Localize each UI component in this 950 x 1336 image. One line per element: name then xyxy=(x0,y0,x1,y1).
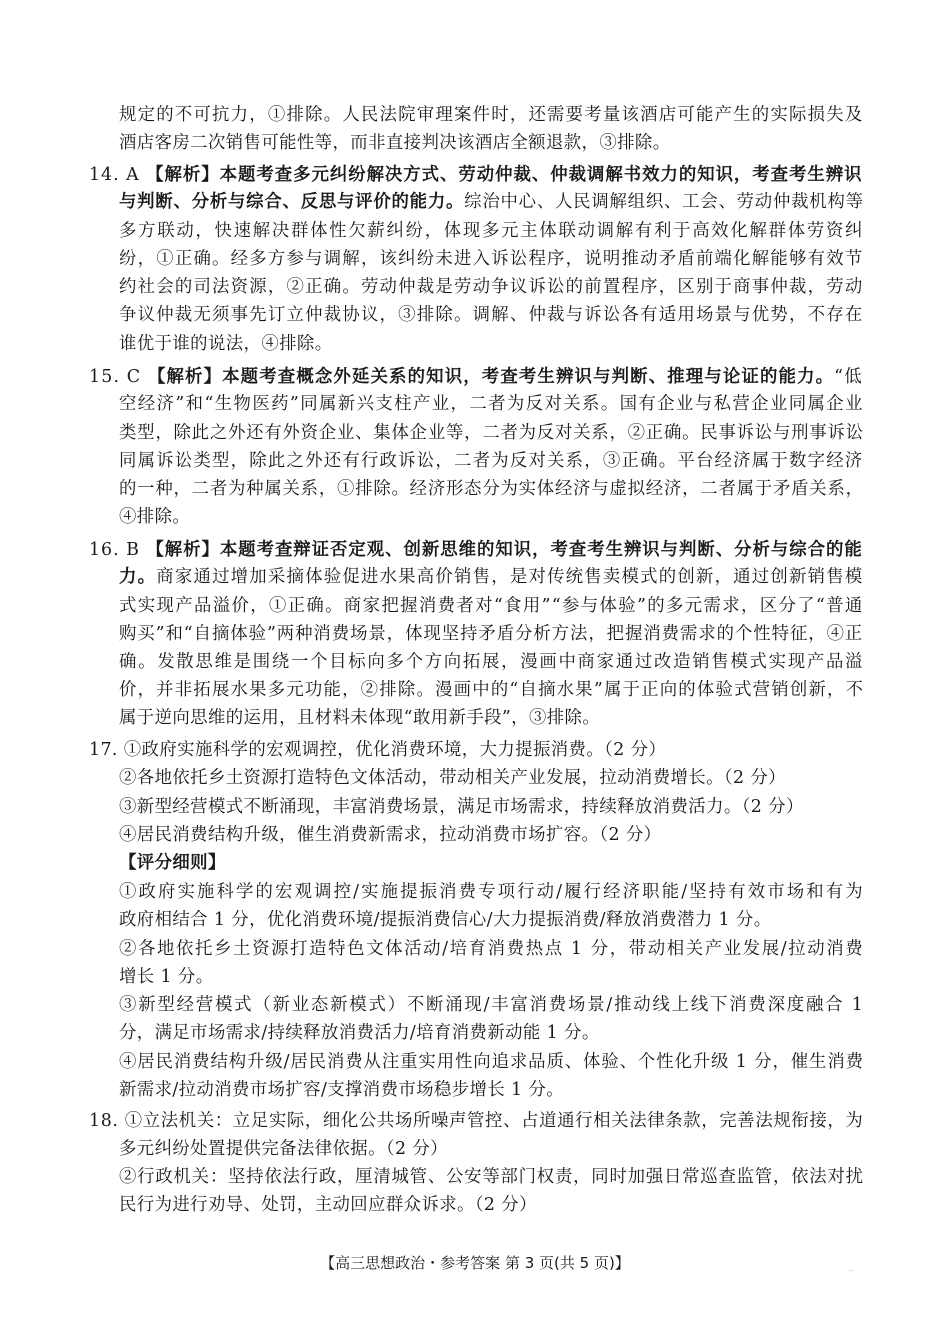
line-text: 酒店客房二次销售可能性等，而非直接判决该酒店全额退款，③排除。 xyxy=(119,133,671,153)
line-text: 多元纠纷处置提供完备法律依据。（2 分） xyxy=(119,1139,448,1159)
line-text: 同属诉讼类型，除此之外还有行政诉讼，二者为反对关系，③正确。平台经济属于数字经济 xyxy=(119,451,864,471)
text-line xyxy=(119,1049,864,1075)
page-footer: 【高三思想政治・参考答案 第 3 页(共 5 页)】 xyxy=(320,1254,630,1272)
line-text: 14. A xyxy=(89,165,147,185)
text-line xyxy=(89,1108,863,1134)
line-text: 类型，除此之外还有外资企业、集体企业等，二者为反对关系，②正确。民事诉讼与刑事诉讼 xyxy=(119,423,864,443)
line-text: 规定的不可抗力，①排除。人民法院审理案件时，还需要考量该酒店可能产生的实际损失及 xyxy=(119,105,864,125)
text-line xyxy=(119,705,600,731)
line-text: “低 xyxy=(834,367,863,387)
line-text: 式实现产品溢价，①正确。商家把握消费者对“食用”“参与体验”的多元需求，区分了“普通 xyxy=(119,596,864,616)
line-text: 民行为进行劝导、处罚，主动回应群众诉求。（2 分） xyxy=(119,1195,537,1215)
text-line xyxy=(119,331,333,357)
line-text: 增长 1 分。 xyxy=(119,967,214,987)
text-line xyxy=(119,302,863,328)
text-line xyxy=(119,879,865,905)
line-text: ②行政机关：坚持依法行政，厘清城管、公安等部门权责，同时加强日常巡查监管，依法对扰 xyxy=(119,1167,864,1187)
line-text: 分，满足市场需求/持续释放消费活力/培育消费新动能 1 分。 xyxy=(119,1023,600,1043)
text-line xyxy=(89,162,863,188)
line-text: ③新型经营模式（新业态新模式）不断涌现/丰富消费场景/推动线上线下消费深度融合 1 xyxy=(119,995,865,1015)
line-text: 的一种，二者为种属关系，①排除。经济形态分为实体经济与虚拟经济，二者属于矛盾关系， xyxy=(119,479,864,499)
text-line xyxy=(119,218,864,244)
text-line xyxy=(89,737,666,763)
text-line xyxy=(119,420,864,446)
line-text: 17. ①政府实施科学的宏观调控，优化消费环境，大力提振消费。（2 分） xyxy=(89,740,667,760)
line-text: 纷，①正确。经多方参与调解，该纠纷未进入诉讼程序，说明推动矛盾前端化解能够有效节 xyxy=(119,249,864,269)
text-line xyxy=(119,677,864,703)
line-text: 空经济”和“生物医药”同属新兴支柱产业，二者为反对关系。国有企业与私营企业同属企业 xyxy=(119,394,864,414)
text-line xyxy=(119,649,864,675)
text-line xyxy=(119,850,226,876)
line-text: ④排除。 xyxy=(119,507,191,527)
bold-text: 【评分细则】 xyxy=(119,853,226,873)
line-text: ②各地依托乡土资源打造特色文体活动，带动相关产业发展，拉动消费增长。（2 分） xyxy=(119,768,786,788)
text-line xyxy=(119,246,863,272)
text-line xyxy=(119,964,213,990)
line-text: 综治中心、人民调解组织、工会、劳动仲裁机构等 xyxy=(464,192,864,212)
bold-text: 【解析】本题考查辩证否定观、创新思维的知识，考查考生辨识与判断、分析与综合的能 xyxy=(146,540,863,560)
text-line xyxy=(119,130,671,156)
line-text: ③新型经营模式不断涌现，丰富消费场景，满足市场需求，持续释放消费活力。（2 分） xyxy=(119,797,804,817)
text-line xyxy=(119,102,863,128)
text-line xyxy=(119,992,865,1018)
text-line xyxy=(119,1020,600,1046)
text-line xyxy=(119,504,190,530)
text-line xyxy=(119,621,863,647)
text-line xyxy=(119,794,804,820)
line-text: ④居民消费结构升级/居民消费从注重实用性向追求品质、体验、个性化升级 1 分，催生消费 xyxy=(119,1052,864,1072)
line-text: 购买”和“自摘体验”两种消费场景，体现坚持矛盾分析方法，把握消费需求的个性特征，④正 xyxy=(119,624,864,644)
bold-text: 与判断、分析与综合、反思与评价的能力。 xyxy=(119,192,465,212)
text-line xyxy=(119,189,864,215)
text-line xyxy=(89,537,863,563)
line-text: 约社会的司法资源，②正确。劳动仲裁是劳动争议诉讼的前置程序，区别于商事仲裁，劳动 xyxy=(119,277,864,297)
text-line xyxy=(119,1192,537,1218)
line-text: 属于逆向思维的运用，且材料未体现“敢用新手段”，③排除。 xyxy=(119,708,601,728)
text-line xyxy=(119,765,786,791)
line-text: 确。发散思维是围绕一个目标向多个方向拓展，漫画中商家通过改造销售模式实现产品溢 xyxy=(119,652,865,672)
bold-text: 【解析】本题考查概念外延关系的知识，考查考生辨识与判断、推理与论证的能力。 xyxy=(147,367,835,387)
text-line xyxy=(119,391,864,417)
line-text: 谁优于谁的说法，④排除。 xyxy=(119,334,333,354)
text-line xyxy=(119,1164,864,1190)
line-text: ②各地依托乡土资源打造特色文体活动/培育消费热点 1 分，带动相关产业发展/拉动消费 xyxy=(119,939,865,959)
corner-mark: .. xyxy=(848,1264,854,1274)
text-line xyxy=(119,448,863,474)
text-line xyxy=(119,274,863,300)
text-line xyxy=(119,1077,564,1103)
text-line xyxy=(119,1136,448,1162)
line-text: 价，并非拓展水果多元功能，②排除。漫画中的“自摘水果”属于正向的体验式营销创新，不 xyxy=(119,680,865,700)
line-text: 15. C xyxy=(89,367,148,387)
bold-text: 【解析】本题考查多元纠纷解决方式、劳动仲裁、仲裁调解书效力的知识，考查考生辨识 xyxy=(146,165,863,185)
line-text: ④居民消费结构升级，催生消费新需求，拉动消费市场扩容。（2 分） xyxy=(119,825,662,845)
line-text: 商家通过增加采摘体验促进水果高价销售，是对传统售卖模式的创新，通过创新销售模 xyxy=(156,567,864,587)
text-line xyxy=(119,907,772,933)
line-text: 新需求/拉动消费市场扩容/支撑消费市场稳步增长 1 分。 xyxy=(119,1080,565,1100)
line-text: ①政府实施科学的宏观调控/实施提振消费专项行动/履行经济职能/坚持有效市场和有为 xyxy=(119,882,865,902)
text-line xyxy=(89,364,863,390)
line-text: 政府相结合 1 分，优化消费环境/提振消费信心/大力提振消费/释放消费潜力 1 分。 xyxy=(119,910,772,930)
text-line xyxy=(119,593,864,619)
text-line xyxy=(119,822,661,848)
line-text: 争议仲裁无须事先订立仲裁协议，③排除。调解、仲裁与诉讼各有适用场景与优势，不存在 xyxy=(119,305,864,325)
line-text: 多方联动，快速解决群体性欠薪纠纷，体现多元主体联动调解有利于高效化解群体劳资纠 xyxy=(119,221,865,241)
bold-text: 力。 xyxy=(119,567,157,587)
text-line xyxy=(119,564,863,590)
line-text: 16. B xyxy=(89,540,147,560)
text-line xyxy=(119,476,864,502)
line-text: 18. ①立法机关：立足实际，细化公共场所噪声管控、占道通行相关法律条款，完善法规衔接，为 xyxy=(89,1111,864,1131)
text-line xyxy=(119,936,864,962)
